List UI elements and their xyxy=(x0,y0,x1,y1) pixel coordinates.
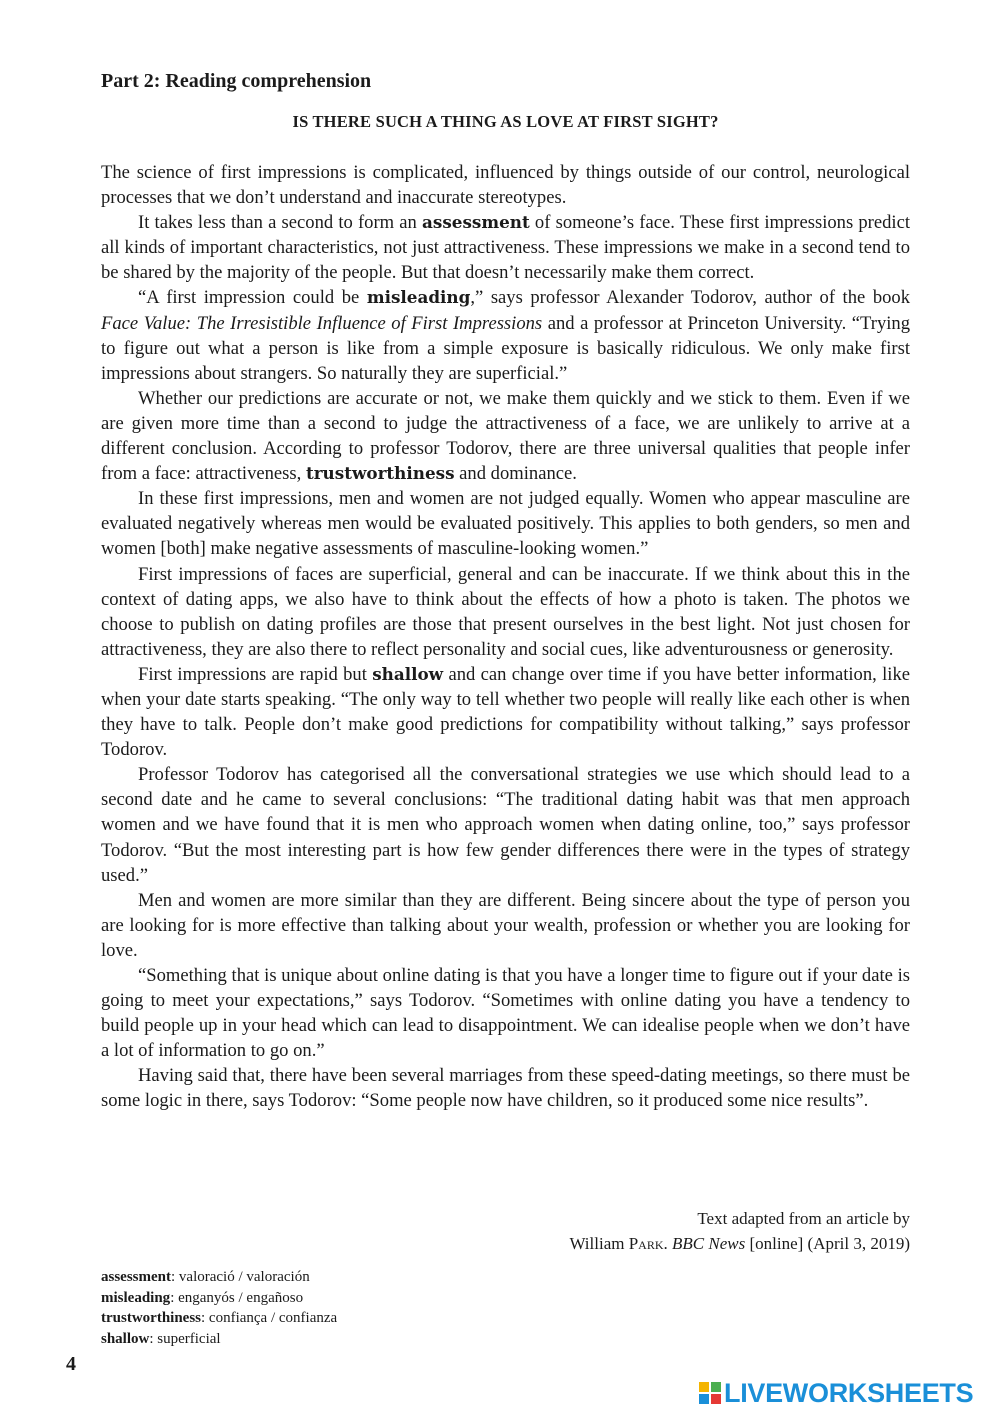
paragraph-text: Having said that, there have been several marriages from these speed-dating meetings, so there must be some logic in there, says Todorov: “Some people now have children, so it produced some nice results”. xyxy=(101,1065,910,1112)
page-number: 4 xyxy=(66,1353,76,1375)
source-publication: BBC News xyxy=(672,1234,746,1253)
paragraph-text: First impressions are rapid but xyxy=(138,663,373,685)
paragraph-text: of someone’s face. These first impressions predict all kinds of important characteristics, not just attractiveness. These impressions we make in a second tend to be shared by the majority of the people. But that doesn’t necessarily make them correct. xyxy=(101,212,910,284)
paragraph-text: Men and women are more similar than they are different. Being sincere about the type of person you are looking for is more effective than talking about your wealth, profession or whether you are looking for love. xyxy=(101,889,910,961)
article-paragraph xyxy=(101,1063,910,1113)
article-paragraph xyxy=(101,662,910,762)
vocabulary-term: trustworthiness xyxy=(305,463,455,484)
vocabulary-term: misleading xyxy=(366,287,471,308)
vocabulary-term: shallow xyxy=(372,663,444,684)
paragraph-text: In these first impressions, men and women are not judged equally. Women who appear masculine are evaluated negatively whereas men would be evaluated positively. This applies to both genders, so men and women [both] make negative assessments of masculine-looking women.” xyxy=(101,488,910,560)
source-date: [online] (April 3, 2019) xyxy=(745,1234,910,1253)
brand-name: LIVEWORKSHEETS xyxy=(724,1377,974,1408)
glossary-entry xyxy=(101,1329,337,1350)
glossary-term: misleading xyxy=(101,1289,171,1306)
article-paragraph xyxy=(101,210,910,285)
section-title: Part 2: Reading comprehension xyxy=(101,70,372,92)
paragraph-text: First impressions of faces are superficial, general and can be inaccurate. If we think about this in the context of dating apps, we also have to think about the effects of how a photo is taken. The photos we choose to publish on dating profiles are those that present ourselves in the best light. Not just chosen for attractiveness, they are also there to reflect personality and social cues, like adventurousness or generosity. xyxy=(101,563,910,660)
glossary-entry xyxy=(101,1267,337,1288)
source-author-last: Park xyxy=(628,1234,664,1253)
glossary-translation: : confiança / confianza xyxy=(201,1310,338,1326)
article-paragraph xyxy=(101,386,910,486)
paragraph-text: and dominance. xyxy=(454,463,577,485)
article-paragraph xyxy=(101,562,910,662)
source-author-first: William xyxy=(569,1234,629,1253)
paragraph-text: “Something that is unique about online dating is that you have a longer time to figure out if your date is going to meet your expectations,” says Todorov. “Sometimes with online dating you have a tendency to build people up in your head which can lead to disappointment. We can idealise people when we don’t have a lot of information to go on.” xyxy=(101,965,910,1062)
article-title: IS THERE SUCH A THING AS LOVE AT FIRST SIGHT? xyxy=(292,112,719,131)
paragraph-text: Professor Todorov has categorised all the conversational strategies we use which should lead to a second date and he came to several conclusions: “The traditional dating habit was that men approach women and we have found that it is men who approach women when dating online, too,” says professor Todorov. “But the most interesting part is how few gender differences there were in the types of strategy used.” xyxy=(101,764,910,886)
paragraph-text: and a professor at Princeton University. “Trying to figure out what a person is like from a simple exposure is basically ridiculous. We only make first impressions about strangers. So naturally they are superficial.” xyxy=(101,312,911,384)
brand-watermark[interactable] xyxy=(698,1378,973,1408)
article-paragraph xyxy=(101,888,910,963)
glossary-translation: : valoració / valoración xyxy=(171,1269,310,1285)
paragraph-text: ,” says professor Alexander Todorov, author of the book xyxy=(470,287,911,309)
article-paragraph xyxy=(101,486,910,561)
glossary-translation: : enganyós / engañoso xyxy=(170,1289,304,1306)
liveworksheets-logo-icon xyxy=(698,1381,722,1405)
source-separator: . xyxy=(663,1234,673,1253)
article-paragraph xyxy=(101,160,910,210)
paragraph-text: Whether our predictions are accurate or not, we make them quickly and we stick to them. Even if we are given more time than a second to judge the attractiveness of a face, we are unlikely to arrive at a different conclusion. According to professor Todorov, there are three universal qualities that people infer from a face: attractiveness, xyxy=(101,387,910,485)
article-paragraph xyxy=(101,762,910,887)
glossary-entry xyxy=(101,1308,337,1329)
article-paragraph xyxy=(101,963,910,1063)
glossary-term: assessment xyxy=(101,1269,171,1285)
paragraph-text: and can change over time if you have better information, like when your date starts speaking. “The only way to tell whether two people will really like each other is when they have to talk. People don’t make good predictions for compatibility without talking,” says professor Todorov. xyxy=(101,663,910,761)
article-paragraph xyxy=(101,285,910,385)
glossary-entry xyxy=(101,1288,337,1309)
glossary-translation: : superficial xyxy=(149,1330,221,1347)
source-citation xyxy=(310,1206,910,1256)
article-body xyxy=(101,160,910,1114)
source-line-1: Text adapted from an article by xyxy=(697,1209,910,1228)
book-title: Face Value: The Irresistible Influence of First Impressions xyxy=(101,312,543,334)
paragraph-text: It takes less than a second to form an xyxy=(138,212,423,234)
paragraph-text: “A first impression could be xyxy=(138,287,367,309)
glossary xyxy=(101,1267,337,1349)
glossary-term: trustworthiness xyxy=(101,1310,201,1326)
source-line-2 xyxy=(310,1231,910,1256)
paragraph-text: The science of first impressions is complicated, influenced by things outside of our control, neurological processes that we don’t understand and inaccurate stereotypes. xyxy=(101,162,910,209)
glossary-term: shallow xyxy=(101,1330,150,1347)
vocabulary-term: assessment xyxy=(422,212,530,233)
